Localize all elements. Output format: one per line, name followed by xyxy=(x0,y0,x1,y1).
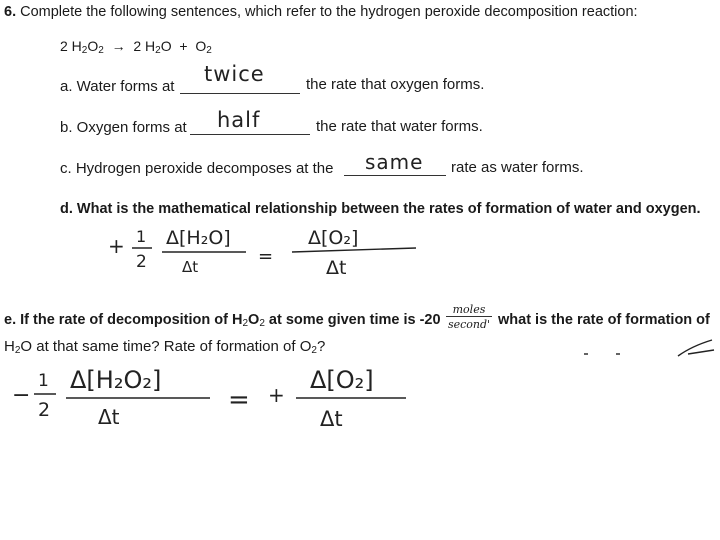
question-header xyxy=(4,4,638,20)
part-e-unit xyxy=(446,304,492,330)
question-prompt: Complete the following sentences, which refer to the hydrogen peroxide decomposition reaction: xyxy=(20,4,638,20)
part-e-unit-num: moles xyxy=(446,304,492,317)
part-e-sign-left: − xyxy=(12,383,31,408)
part-e-right-den: Δt xyxy=(320,407,343,431)
part-e-equals: = xyxy=(228,385,250,415)
part-e-coef-num: 1 xyxy=(38,371,49,391)
part-b-answer: half xyxy=(217,108,261,132)
product1-sub: 2 xyxy=(155,45,161,56)
part-e-right-num: Δ[O₂] xyxy=(310,366,374,394)
plus-sign: + xyxy=(179,38,188,54)
part-e-text-b: O xyxy=(248,312,260,328)
part-a-before: a. Water forms at xyxy=(60,78,175,95)
product1-coef: 2 H xyxy=(133,38,156,54)
reaction-arrow: → xyxy=(111,38,126,54)
stray-marks xyxy=(580,336,720,360)
product2-sub: 2 xyxy=(206,45,212,56)
part-c-blank xyxy=(344,175,446,176)
part-e-line-1 xyxy=(4,312,441,329)
part-e-line2-b: O at that same time? Rate of formation of O xyxy=(20,338,312,355)
part-e-line-2 xyxy=(4,338,325,356)
stray-stroke-2 xyxy=(688,350,714,354)
part-e-sub-1: 2 xyxy=(242,318,249,329)
part-e-work xyxy=(6,362,426,432)
part-d-right-den: Δt xyxy=(326,257,347,279)
part-e-text-a: e. If the rate of decomposition of H xyxy=(4,312,243,328)
part-d-left-den: Δt xyxy=(182,258,199,276)
part-a-after: the rate that oxygen forms. xyxy=(306,76,485,93)
reactant-sub-1: 2 xyxy=(81,45,88,56)
part-e-coef-den: 2 xyxy=(38,399,51,421)
part-e-line2-sub: 2 xyxy=(14,345,21,356)
part-b-before: b. Oxygen forms at xyxy=(60,119,187,136)
part-e-sign-right: + xyxy=(268,383,285,407)
part-e-line2-sub2: 2 xyxy=(311,345,317,356)
part-c-answer: same xyxy=(365,150,424,174)
part-c-after: rate as water forms. xyxy=(451,159,584,176)
part-d-equals: = xyxy=(258,246,274,267)
reactant-o: O xyxy=(87,38,99,54)
part-d-coef-num: 1 xyxy=(136,227,147,246)
part-e-text-c: at some given time is -20 xyxy=(264,312,441,328)
question-number: 6. xyxy=(4,4,17,20)
part-d-right-num: Δ[O₂] xyxy=(308,227,359,249)
part-c-before: c. Hydrogen peroxide decomposes at the xyxy=(60,160,334,177)
part-d-work xyxy=(100,222,430,286)
reaction-equation xyxy=(60,38,212,56)
part-d-sign: + xyxy=(108,234,125,258)
part-e-text-d: what is the rate of formation of xyxy=(498,312,710,328)
part-e-sub-2: 2 xyxy=(259,318,265,329)
part-a-answer: twice xyxy=(204,62,265,86)
part-e-line2-c: ? xyxy=(316,338,326,355)
part-b-blank xyxy=(190,134,310,135)
part-e-left-den: Δt xyxy=(98,405,120,429)
reactant-sub-2: 2 xyxy=(98,45,104,56)
part-d-left-num: Δ[H₂O] xyxy=(166,227,231,249)
product1-o: O xyxy=(160,38,172,54)
part-d-text: d. What is the mathematical relationship between the rates of formation of water and oxygen. xyxy=(60,201,701,217)
part-e-unit-den: second' xyxy=(447,318,491,331)
part-e-line2-a: H xyxy=(4,338,15,355)
reactant-coef: 2 H xyxy=(60,38,82,54)
product2: O xyxy=(195,38,207,54)
part-a-blank xyxy=(180,93,300,94)
part-b-after: the rate that water forms. xyxy=(316,118,483,135)
part-e-left-num: Δ[H₂O₂] xyxy=(70,366,162,394)
part-d-coef-den: 2 xyxy=(136,252,147,272)
